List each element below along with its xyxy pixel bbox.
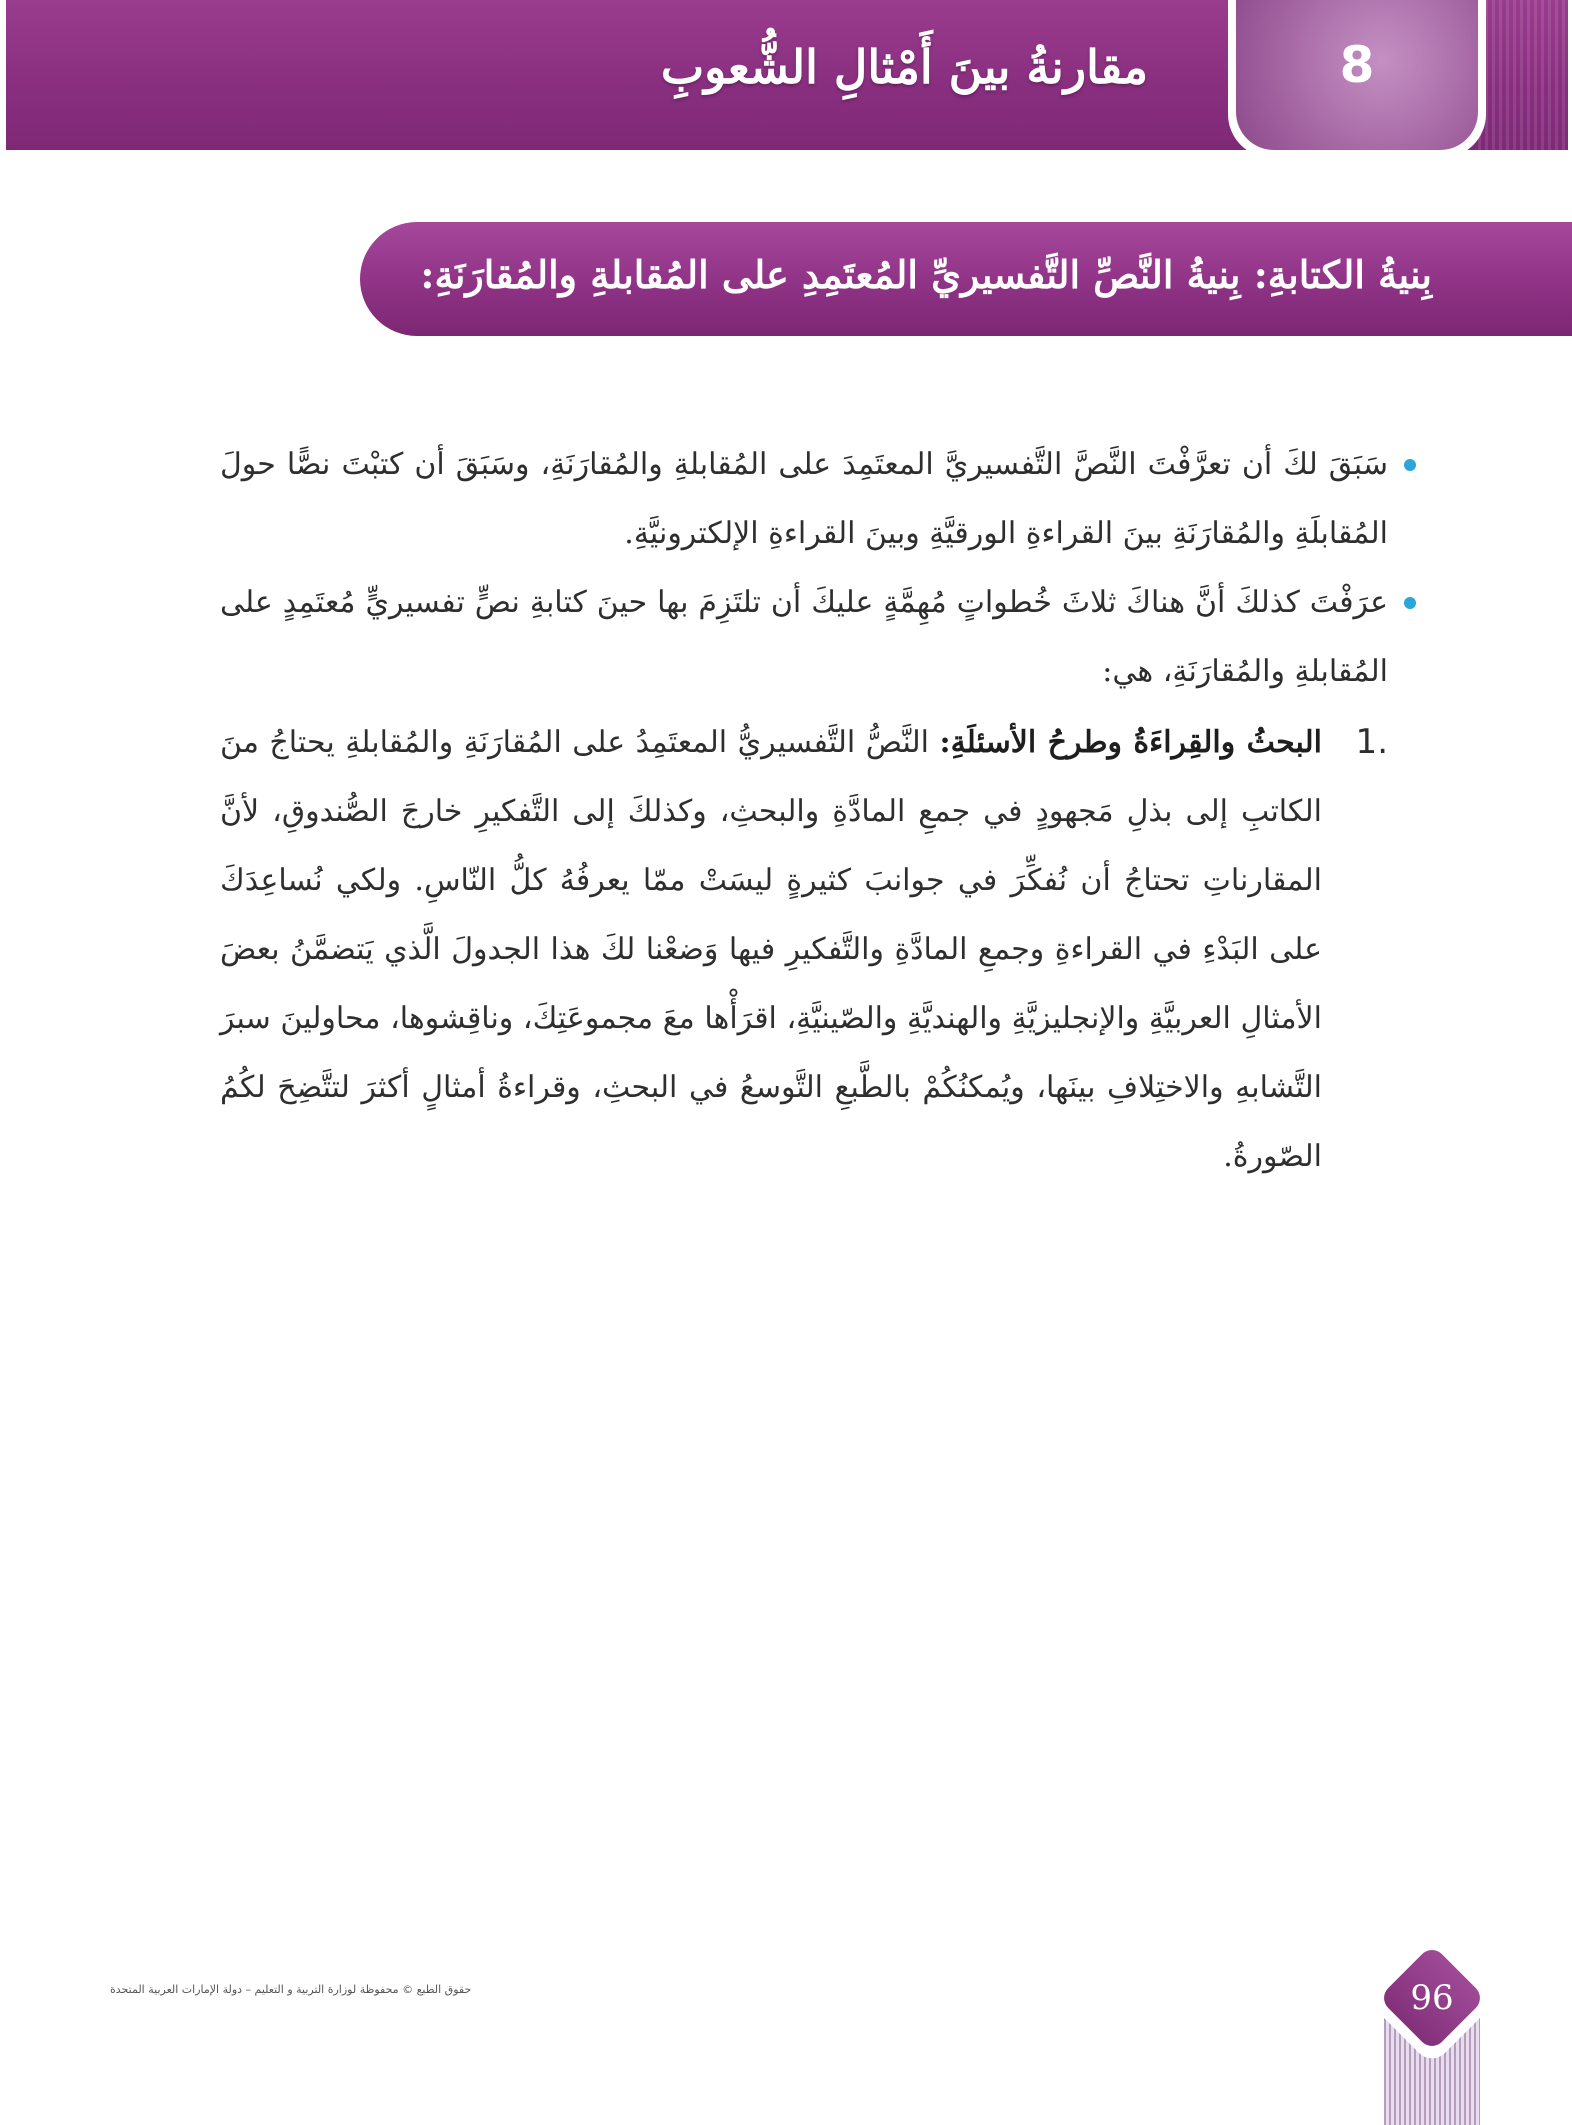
- body-content: [220, 430, 1416, 1221]
- banner-texture: [1478, 0, 1568, 150]
- copyright-notice: حقوق الطبع © محفوظة لوزارة التربية و التعليم – دولة الإمارات العربية المتحدة: [110, 1983, 472, 1996]
- step-number: .1: [1355, 722, 1388, 762]
- lesson-number: 8: [1339, 36, 1375, 94]
- lesson-title: مقارنةُ بينَ أَمْثالِ الشُّعوبِ: [660, 40, 1148, 94]
- bullet-dot-icon: [1404, 459, 1416, 471]
- bullet-dot-icon: [1404, 597, 1416, 609]
- bullet-item-2: [220, 568, 1416, 706]
- bullet-text: سَبَقَ لكَ أن تعرَّفْتَ النَّصَّ التَّفسيريَّ المعتَمِدَ على المُقابلةِ والمُقارَنَةِ، وسَبَقَ أن كتبْتَ نصًّا حولَ المُقابلَةِ والمُقارَنَةِ بينَ القراءةِ الورقيَّةِ وبينَ القراءةِ الإلكترونيَّةِ.: [220, 447, 1388, 551]
- step-text: النَّصُّ التَّفسيريُّ المعتَمِدُ على المُقارَنَةِ والمُقابلةِ يحتاجُ منَ الكاتبِ إلى بذلِ مَجهودٍ في جمعِ المادَّةِ والبحثِ، وكذلكَ إلى التَّفكيرِ خارجَ الصُّندوقِ، لأنَّ المقارناتِ تحتاجُ أن نُفكِّرَ في جوانبَ كثيرةٍ ليسَتْ ممّا يعرفُهُ كلُّ النّاسِ. ولكي نُساعِدَكَ على البَدْءِ في القراءةِ وجمعِ المادَّةِ والتَّفكيرِ فيها وَضعْنا لكَ هذا الجدولَ الَّذي يَتضمَّنُ بعضَ الأمثالِ العربيَّةِ والإنجليزيَّةِ والهنديَّةِ والصّينيَّةِ، اقرَأْها معَ مجموعَتِكَ، وناقِشوها، محاولينَ سبرَ التَّشابهِ والاختِلافِ بينَها، ويُمكنُكُمْ بالطَّبعِ التَّوسعُ في البحثِ، وقراءةُ أمثالٍ أكثرَ لتتَّضِحَ لكُمُ الصّورةُ.: [220, 725, 1322, 1174]
- section-heading: بِنيةُ الكتابةِ: بِنيةُ النَّصِّ التَّفسيريِّ المُعتَمِدِ على المُقابلةِ والمُقارَنَةِ:: [420, 252, 1432, 297]
- bullet-item-1: [220, 430, 1416, 568]
- lesson-number-badge: [1236, 0, 1478, 150]
- page-number-badge: [1362, 1950, 1502, 2125]
- lesson-number-tab: [1228, 0, 1486, 158]
- step-term: البحثُ والقِراءَةُ وطرحُ الأسئلَةِ:: [939, 725, 1322, 760]
- section-heading-bar: [360, 222, 1572, 336]
- bullet-text: عرَفْتَ كذلكَ أنَّ هناكَ ثلاثَ خُطواتٍ مُهِمَّةٍ عليكَ أن تلتَزِمَ بها حينَ كتابةِ نصٍّ تفسيريٍّ مُعتَمِدٍ على المُقابلةِ والمُقارَنَةِ، هي:: [220, 585, 1388, 689]
- page-number: 96: [1410, 1978, 1454, 2018]
- step-item-1: [220, 708, 1388, 1191]
